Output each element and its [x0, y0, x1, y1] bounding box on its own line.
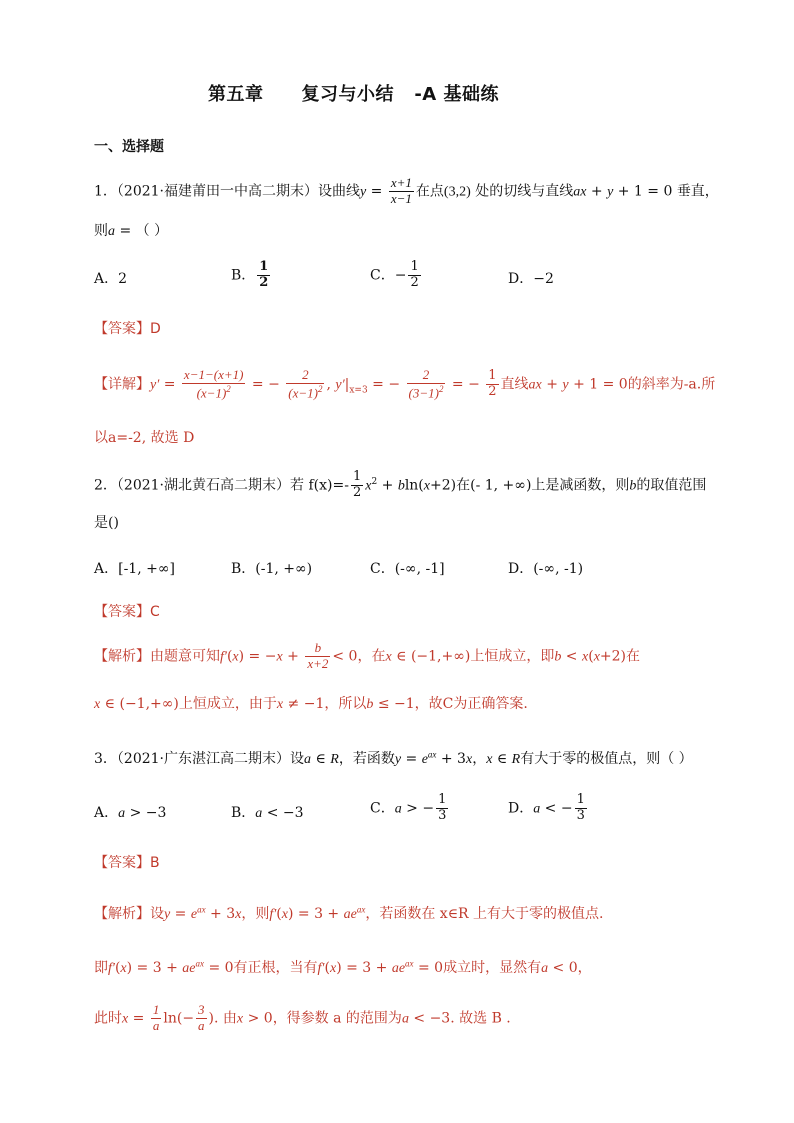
chapter-label: 第五章 — [208, 84, 264, 105]
q3-detail-line2: 即$f'(x) = 3 + ae^{ax} = 0$有正根，当有$f'(x) = 3 + ae^{ax} = 0$成立时，显然有a < 0， — [94, 958, 592, 976]
q1-fraction: $\frac{x+1}{x-1}$ — [390, 175, 412, 206]
q1-option-b[interactable]: B． $\frac{1}{2}$ — [231, 259, 269, 290]
q1-option-a[interactable]: A．2 — [94, 271, 128, 287]
page-title — [208, 80, 499, 106]
q3-answer: 【答案】B — [94, 855, 160, 871]
q1-detail: 【详解】y′ = $\frac{x-1-(x+1)}{(x-1)^2}$ = − $\frac{2}{(x-1)^2}$ , $y'|_{x=3}$ = − $\frac{2}{(3-1)^2}$ = − $\frac{1}{2}$ 直线ax + y + 1 = 0的斜率为-a.所 — [94, 367, 716, 401]
q3-option-b[interactable]: B．a < −3 — [231, 805, 304, 821]
q3-option-c[interactable]: C．a > − $\frac{1}{3}$ — [370, 792, 447, 823]
q3-detail-line3: 此时x = $\frac{1}{a}$ ln(− $\frac{3}{a}$ ). 由x > 0，得参数 a 的范围为a < −3. 故选 B . — [94, 1002, 511, 1033]
q2-answer: 【答案】C — [94, 604, 160, 620]
q2-option-d[interactable]: D．(-∞, -1) — [508, 561, 584, 577]
question-2: 2．（2021·湖北黄石高二期末）若 f(x)=- $\frac{1}{2}$ $x^2 + bln(x+2)$在(- 1, +∞)上是减函数，则b的取值范围 — [94, 469, 707, 500]
q1-option-d[interactable]: D．−2 — [508, 271, 554, 287]
question-3: 3．（2021·广东湛江高二期末）设a ∈ R，若函数$y = e^{ax} + 3x$，x ∈ R有大于零的极值点，则（ ） — [94, 749, 693, 767]
question-1-line2: 则a = （ ） — [94, 223, 169, 239]
q2-option-b[interactable]: B．(-1, +∞) — [231, 561, 313, 577]
q3-option-a[interactable]: A．a > −3 — [94, 805, 167, 821]
section-heading: 一、选择题 — [94, 139, 164, 155]
q2-option-c[interactable]: C．(-∞, -1] — [370, 561, 445, 577]
q1-option-c[interactable]: C．− $\frac{1}{2}$ — [370, 259, 419, 290]
question-1: 1．（2021·福建莆田一中高二期末）设曲线y = $\frac{x+1}{x-1}$ 在点(3,2) 处的切线与直线ax + y + 1 = 0 垂直， — [94, 175, 719, 206]
topic-label: 复习与小结 — [301, 84, 394, 105]
q3-option-d[interactable]: D．a < − $\frac{1}{3}$ — [508, 792, 585, 823]
q2-source: （2021·湖北黄石高二期末） — [116, 477, 291, 494]
q1-source: （2021·福建莆田一中高二期末） — [116, 183, 319, 200]
q2-detail: 【解析】由题意可知f′(x) = −x + $\frac{b}{x+2}$ < 0，在x ∈ (−1,+∞)上恒成立，即b < x(x+2)在 — [94, 640, 641, 671]
q2-detail-line2: x ∈ (−1,+∞)上恒成立，由于x ≠ −1，所以b ≤ −1，故C为正确答案. — [94, 696, 528, 712]
q2-option-a[interactable]: A．[-1, +∞] — [94, 561, 175, 577]
q3-detail: 【解析】设$y = e^{ax} + 3x$，则$f'(x) = 3 + ae^{ax}$，若函数在 x∈R 上有大于零的极值点. — [94, 904, 604, 922]
level-label: -A 基础练 — [414, 84, 499, 105]
q1-answer: 【答案】D — [94, 321, 161, 337]
question-2-line2: 是() — [94, 515, 119, 531]
q1-detail-line2: 以a=-2, 故选 D — [94, 430, 195, 446]
q3-source: （2021·广东湛江高二期末） — [116, 751, 291, 767]
